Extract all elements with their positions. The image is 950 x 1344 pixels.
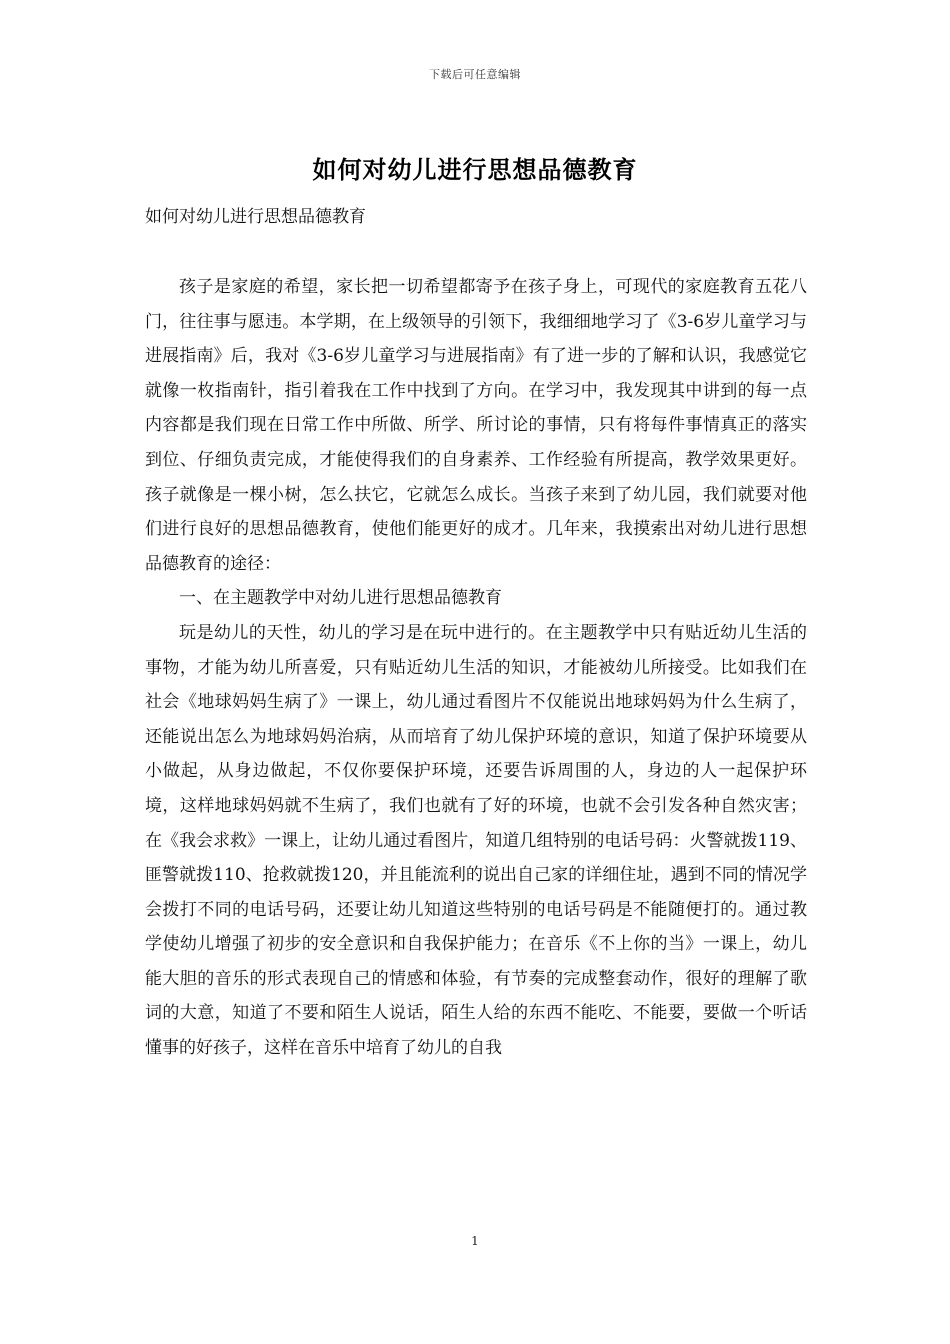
page-title: 如何对幼儿进行思想品德教育 xyxy=(312,155,638,184)
paragraph-intro: 孩子是家庭的希望，家长把一切希望都寄予在孩子身上，可现代的家庭教育五花八门，往往事与愿违。本学期，在上级领导的引领下，我细细地学习了《3-6岁儿童学习与进展指南》后，我对《3-6岁儿童学习与进展指南》有了进一步的了解和认识，我感觉它就像一枚指南针，指引着我在工作中找到了方向。在学习中，我发现其中讲到的每一点内容都是我们现在日常工作中所做、所学、所讨论的事情，只有将每件事情真正的落实到位、仔细负责完成，才能使得我们的自身素养、工作经验有所提高，教学效果更好。孩子就像是一棵小树，怎么扶它，它就怎么成长。当孩子来到了幼儿园，我们就要对他们进行良好的思想品德教育，使他们能更好的成才。几年来，我摸索出对幼儿进行思想品德教育的途径： xyxy=(145,277,807,574)
body-text xyxy=(145,270,807,1066)
page-number: 1 xyxy=(471,1234,479,1248)
header-note: 下载后可任意编辑 xyxy=(429,68,521,81)
section-heading-1: 一、在主题教学中对幼儿进行思想品德教育 xyxy=(179,588,502,609)
page-subtitle: 如何对幼儿进行思想品德教育 xyxy=(145,207,366,227)
paragraph-section-1: 玩是幼儿的天性，幼儿的学习是在玩中进行的。在主题教学中只有贴近幼儿生活的事物，才能为幼儿所喜爱，只有贴近幼儿生活的知识，才能被幼儿所接受。比如我们在社会《地球妈妈生病了》一课上，幼儿通过看图片不仅能说出地球妈妈为什么生病了，还能说出怎么为地球妈妈治病，从而培育了幼儿保护环境的意识，知道了保护环境要从小做起，从身边做起，不仅你要保护环境，还要告诉周围的人，身边的人一起保护环境，这样地球妈妈就不生病了，我们也就有了好的环境，也就不会引发各种自然灾害；在《我会求救》一课上，让幼儿通过看图片，知道几组特别的电话号码：火警就拨119、匪警就拨110、抢救就拨120，并且能流利的说出自己家的详细住址，遇到不同的情况学会拨打不同的电话号码，还要让幼儿知道这些特别的电话号码是不能随便打的。通过教学使幼儿增强了初步的安全意识和自我保护能力；在音乐《不上你的当》一课上，幼儿能大胆的音乐的形式表现自己的情感和体验，有节奏的完成整套动作，很好的理解了歌词的大意，知道了不要和陌生人说话，陌生人给的东西不能吃、不能要，要做一个听话懂事的好孩子，这样在音乐中培育了幼儿的自我 xyxy=(145,622,807,1059)
